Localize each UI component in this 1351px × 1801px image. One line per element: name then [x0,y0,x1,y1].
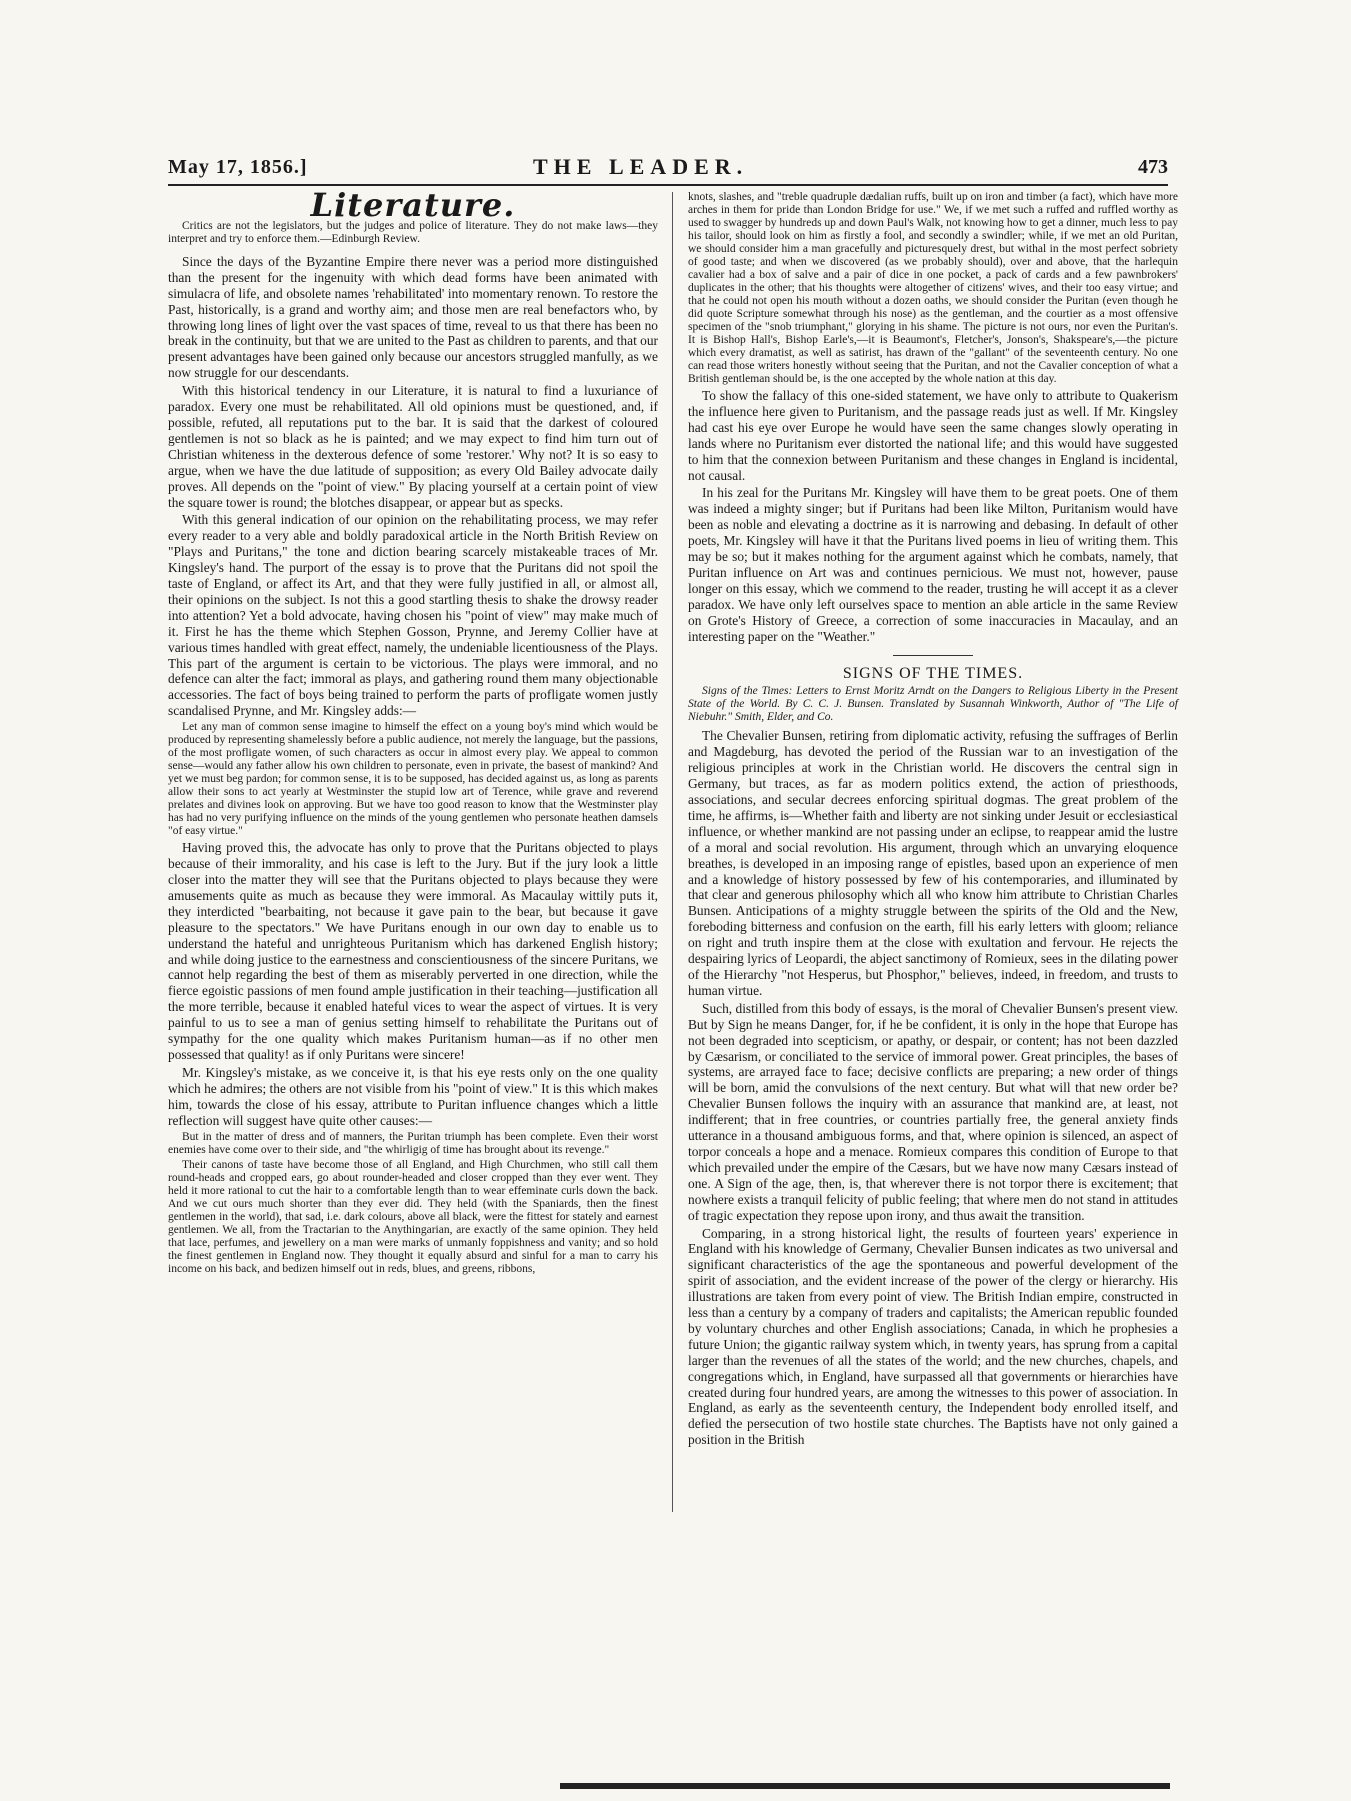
review-citation: Signs of the Times: Letters to Ernst Moritz Arndt on the Dangers to Religious Liberty in the Present State of the World. By C. C. J. Bunsen. Translated by Susannah Winkworth, Author of "The Life of Niebuhr." Smith, Elder, and Co. [688,685,1178,724]
paragraph: Such, distilled from this body of essays, is the moral of Chevalier Bunsen's present view. But by Sign he means Danger, for, if he be confident, it is only in the hope that Europe has not been degraded into scepticism, or apathy, or despair, or content; has not been dazzled by Cæsarism, or conciliated to the service of immoral power. Great principles, the bases of systems, are arrayed face to face; decisive conflicts are preparing; a new order of things will be born, amid the convulsions of the next century. But what will that new order be? Chevalier Bunsen follows the inquiry with an assurance that mankind are, at least, not indifferent; that in free countries, or countries partially free, the general anxiety finds utterance in a thousand ambiguous forms, and that, where opinion is silenced, an aspect of torpor conceals a hope and a menace. Romieux compares this condition of Europe to that which prevailed under the empire of the Cæsars, but we have now many Cæsars instead of one. A Sign of the age, then, is, that wherever there is not torpor there is excitement; that nowhere exists a tranquil felicity of public feeling; that where men do not stand in attitudes of tragic expectation they repose upon irony, and thus await the transition. [688,1000,1178,1223]
masthead-title: THE LEADER. [533,154,749,179]
page-number: 473 [1138,156,1168,178]
paragraph: Comparing, in a strong historical light, the results of fourteen years' experience in England with his knowledge of Germany, Chevalier Bunsen indicates as two universal and significant characteristics of the age the spontaneous and powerful development of the spirit of association, and the evident increase of the power of the clergy or hierarchy. His illustrations are taken from every point of view. The British Indian empire, constructed in less than a century by a company of traders and capitalists; the American republic founded by voluntary churches and other English associations; Canada, in which he prophesies a future Union; the gigantic railway system which, in twenty years, has sprung from a capital larger than the revenues of all the states of the world; and the new churches, chapels, and congregations which, in England, have surpassed all that governments or hierarchies have created during four hundred years, are among the witnesses to this power of association. In England, as early as the seventeenth century, the Independent body enrolled itself, and defied the persecution of two hostile state churches. The Baptists have not only gained a position in the British [688,1225,1178,1448]
paragraph: Having proved this, the advocate has only to prove that the Puritans objected to plays because of their immorality, and his case is left to the Jury. But if the jury look a little closer into the matter they will see that the Puritans objected to plays because they were amusements quite as much as because they were immoral. As Macaulay wittily puts it, they interdicted "bearbaiting, not because it gave pain to the bear, but because it gave pleasure to the spectators." We have Puritans enough in our own day to enable us to understand the hateful and unrighteous Puritanism which has darkened English history; and while doing justice to the earnestness and conscientiousness of the sincere Puritans, we cannot help regarding the best of them as miserably perverted in one direction, while the fierce egoistic passions of men found ample justification in their teaching—justification all the more terrible, because it enabled hateful vices to wear the aspect of virtues. It is very painful to us to see a man of genius setting himself to rehabilitate the Puritans out of sympathy for the one quality which makes Puritanism human—as if no other men possessed that quality! as if only Puritans were sincere! [168,840,658,1062]
paragraph: Since the days of the Byzantine Empire there never was a period more distinguished than the present for the ingenuity with which dead forms have been animated with simulacra of life, and obsolete names 'rehabilitated' into momentary renown. To restore the Past, historically, is a grand and worthy aim; and those men are real benefactors who, by throwing long lines of light over the vast spaces of time, reveal to us that there has been no break in the continuity, but that we are united to the Past as children to parents, and that our present advantages have been gained only because our ancestors struggled manfully, as we now struggle for our descendants. [168,253,658,381]
block-quote-continued: knots, slashes, and "treble quadruple dædalian ruffs, built up on iron and timber (a fact), which have more arches in them for pride than London Bridge for use." We, if we met such a ruffed and ruffled worthy as used to swagger by hundreds up and down Paul's Walk, not knowing how to get a dinner, much less to pay his tailor, should look on him as firstly a fool, and secondly a swindler; while, if we met an old Puritan, we should consider him a man gracefully and picturesquely drest, but withal in the most perfect sobriety of good taste; and when we discovered (as we probably should), over and above, that the harlequin cavalier had a box of salve and a pair of dice in one pocket, a pack of cards and a few pawnbrokers' duplicates in the other; that his thoughts were altogether of citizens' wives, and their too easy virtue; and that he could not open his mouth without a dozen oaths, we should consider the Puritan (even though he did quote Scripture somewhat through his nose) as the gentleman, and the courtier as a most offensive specimen of the "snob triumphant," glorying in his shame. The picture is not ours, nor even the Puritan's. It is Bishop Hall's, Bishop Earle's,—it is Beaumont's, Fletcher's, Jonson's, Shakspeare's,—the picture which every dramatist, as well as satirist, has drawn of the "gallant" of the seventeenth century. No one can read those writers honestly without seeing that the Puritan, and not the Cavalier conception of what a British gentleman should be, is the one accepted by the whole nation at this day. [688,191,1178,385]
review-heading: SIGNS OF THE TIMES. [842,664,1024,682]
issue-date: May 17, 1856.] [168,156,308,178]
section-heading: Literature. [310,186,516,224]
block-quote: Let any man of common sense imagine to himself the effect on a young boy's mind which would be produced by representing shamelessly before a public audience, not merely the language, but the passions, of the most profligate women, of such characters as occur in almost every play. We appeal to common sense—would any father allow his own children to personate, even in private, the basest of mankind? And yet we must beg pardon; for common sense, it is to be supposed, has decided against us, as long as parents allow their sons to act yearly at Westminster the stupid low art of Terence, while grave and reverend prelates and divines look on approving. But we have too good reason to know that the Westminster play has had no very purifying influence on the minds of the young gentlemen who personate heathen damsels "of easy virtue." [168,721,658,838]
right-column [688,191,1178,1450]
paragraph: With this historical tendency in our Literature, it is natural to find a luxuriance of paradox. Every one must be rehabilitated. All old opinions must be questioned, and, if possible, refuted, all reputations put to the bar. It is said that the darkest of coloured gentlemen is not so black as he is painted; and we may expect to find him turn out of Christian whiteness in the dexterous defence of some 'restorer.' Why not? It is so easy to argue, when we have the due latitude of supposition; as every Old Bailey advocate daily proves. All depends on the "point of view." By placing yourself at a certain point of view the square tower is round; the blotches disappear, or appear but as specks. [168,383,658,510]
bottom-rule [560,1783,1170,1789]
epigraph: Critics are not the legislators, but the judges and police of literature. They do not make laws—they interpret and try to enforce them.—Edinburgh Review. [168,219,658,245]
left-column [168,186,658,1278]
paragraph: With this general indication of our opinion on the rehabilitating process, we may refer every reader to a very able and boldly paradoxical article in the North British Review on "Plays and Puritans," the tone and diction bearing scarcely mistakeable traces of Mr. Kingsley's hand. The purport of the essay is to prove that the Puritans did not spoil the taste of England, or affect its Art, and that they were fully justified in all, or almost all, their opinions on the subject. Is not this a good startling thesis to shake the drowsy reader into attention? Yet a bold advocate, having chosen his "point of view" may make much of it. First he has the theme which Stephen Gosson, Prynne, and Jeremy Collier have at various times handled with great effect, namely, the undeniable licentiousness of the Plays. This part of the argument is certain to be victorious. The plays were immoral, and no defence can alter the fact; immoral as plays, and gathering round them many objectionable accessories. The fact of boys being trained to perform the parts of profligate women justly scandalised Prynne, and Mr. Kingsley adds:— [168,512,658,719]
section-rule [893,655,973,656]
block-quote: Their canons of taste have become those of all England, and High Churchmen, who still call them round-heads and cropped ears, go about rounder-headed and closer cropped than they ever went. They held it more rational to cut the hair to a comfortable length than to wear effeminate curls down the back. And we cut ours much shorter than they ever did. They held (with the Spaniards, then the finest gentlemen in the world), that sad, i.e. dark colours, above all black, were the fittest for stately and earnest gentlemen. We all, from the Tractarian to the Anythingarian, are exactly of the same opinion. They held that lace, perfumes, and jewellery on a man were marks of unmanly foppishness and vanity; and so hold the finest gentlemen in England now. They thought it equally absurd and sinful for a man to carry his income on his back, and bedizen himself out in reds, blues, and greens, ribbons, [168,1158,658,1275]
paragraph: Mr. Kingsley's mistake, as we conceive it, is that his eye rests only on the one quality which he admires; the others are not visible from his "point of view." It is this which makes him, towards the close of his essay, attribute to Puritan influence changes which a little reflection will suggest have quite other causes:— [168,1064,658,1128]
page-header [168,154,1168,186]
block-quote: But in the matter of dress and of manners, the Puritan triumph has been complete. Even their worst enemies have come over to their side, and "the whirligig of time has brought about its revenge." [168,1130,658,1156]
column-divider [672,192,673,1512]
paragraph: To show the fallacy of this one-sided statement, we have only to attribute to Quakerism the influence here given to Puritanism, and the passage reads just as well. If Mr. Kingsley had cast his eye over Europe he would have seen the same changes slowly operating in lands where no Puritanism ever distorted the national life; and this would have suggested to him that the connexion between Puritanism and these changes in England is incidental, not causal. [688,388,1178,483]
paragraph: In his zeal for the Puritans Mr. Kingsley will have them to be great poets. One of them was indeed a mighty singer; but if Puritans had been like Milton, Puritanism would have been as noble and elevating a doctrine as it is narrowing and debasing. In default of other poets, Mr. Kingsley will have it that the Puritans lived poems in lieu of writing them. This may be so; but it makes nothing for the argument against which he combats, namely, that Puritan influence on Art was and continues pernicious. We must not, however, pause longer on this essay, which we commend to the reader, trusting he will accept it as a clever paradox. We have only left ourselves space to mention an able article in the same Review on Grote's History of Greece, a correction of some inaccuracies in Macaulay, and an interesting paper on the "Weather." [688,485,1178,644]
paragraph: The Chevalier Bunsen, retiring from diplomatic activity, refusing the suffrages of Berlin and Magdeburg, has devoted the period of the Russian war to an investigation of the religious principles at work in the Christian world. He discovers the central sign in Germany, but traces, as far as modern politics extend, the action of priesthoods, associations, and secular decrees enforcing spiritual dogmas. The great problem of the time, he affirms, is—Whether faith and liberty are not sinking under Jesuit or ecclesiastical influence, or whether mankind are not passing under an eclipse, to reappear amid the lustre of a moral and social revolution. His argument, through which an unvarying eloquence breathes, is developed in an imposing range of epistles, based upon an experience of men and a knowledge of history possessed by few of his contemporaries, and illuminated by that clear and generous philosophy which all who know him attribute to Christian Charles Bunsen. Anticipations of a mighty struggle between the spirits of the Old and the New, foreboding bitterness and confusion on the earth, fill his early letters with gloom; reliance on right and truth inspire them at the close with exultation and fervour. He rejects the despairing lyrics of Leopardi, the abject sanctimony of Romieux, sees in the dilating power of the Hierarchy "not Hesperus, but Phosphor," believes, indeed, in freedom, and trusts to human virtue. [688,728,1178,998]
